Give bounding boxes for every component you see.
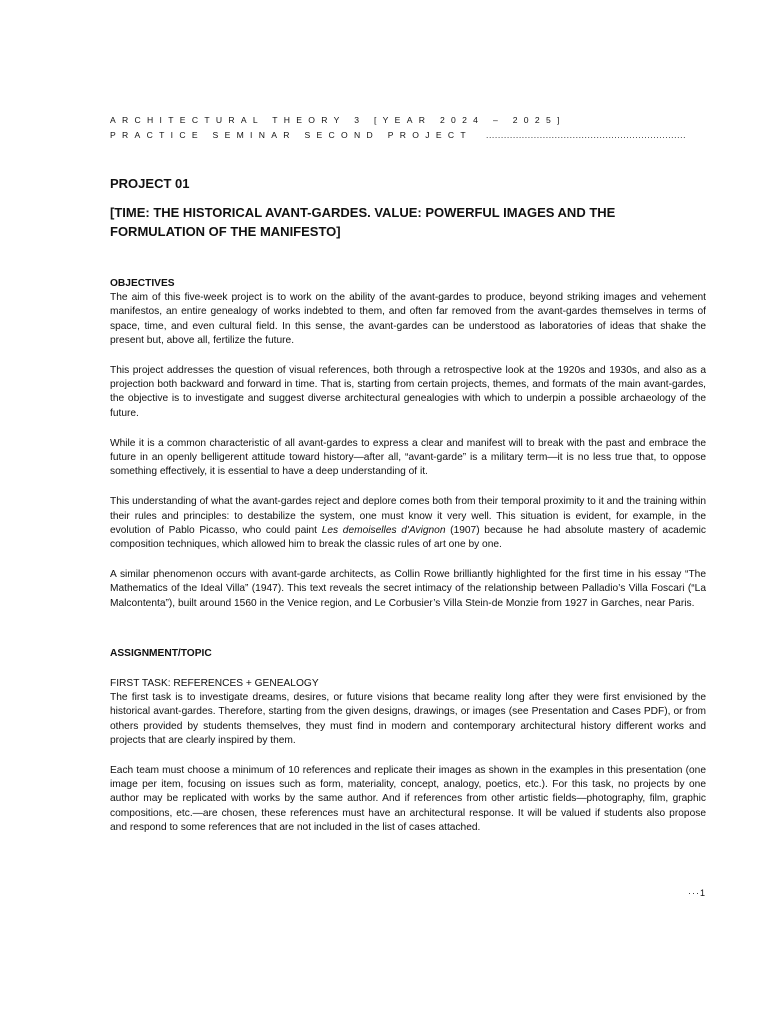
- assignment-paragraph-1: The first task is to investigate dreams, desires, or future visions that became reality long after they were first envisioned by the historical avant-gardes. Therefore, starting from the given designs, drawings, or images (see Presentation and Cases PDF), or from others provided by students themselves, they must find in modern and contemporary architectural history different works and projects that are clearly inspired by them.: [110, 692, 706, 746]
- document-header: [110, 113, 710, 143]
- assignment-heading: ASSIGNMENT/TOPIC: [110, 647, 212, 659]
- document-body: [110, 175, 706, 851]
- objectives-paragraph-3: While it is a common characteristic of all avant-gardes to express a clear and manifest will to break with the past and embrace the future in an openly belligerent attitude toward history—after all, “avant-garde” is a military term—it is no less true that, to oppose something effectively, it is essential to have a deep understanding of it.: [110, 437, 706, 478]
- course-title: ARCHITECTURAL THEORY 3 [YEAR 2024 – 2025]: [110, 115, 566, 125]
- paragraph-4-text-a: This understanding of what the avant-gardes reject and deplore comes both from their temporal proximity to it and the training within their rules and principles: to destabilize the system, one must know it very well. This situation is evident, for example, in the evolution of Pablo Picasso, who could paint: [110, 496, 706, 536]
- page-number: ···1: [688, 888, 706, 898]
- objectives-paragraph-2: This project addresses the question of visual references, both through a retrospective look at the 1920s and 1930s, and also as a projection both backward and forward in time. That is, starting from certain projects, themes, and formats of the main avant-gardes, the objective is to investigate and suggest diverse architectural genealogies with which to underpin a possible archaeology of the future.: [110, 365, 706, 419]
- assignment-paragraph-2: Each team must choose a minimum of 10 references and replicate their images as shown in the examples in this presentation (one image per item, focusing on issues such as form, materiality, concept, analogy, poetics, etc.). For this task, no projects by one author may be replicated with works by the same author. And if references from other artistic fields—photography, film, graphic compositions, etc.—are chosen, these references must have an architectural response. It will be valued if students also propose and respond to some references that are not included in the list of cases attached.: [110, 765, 706, 833]
- paragraph-4-text-b: (1907) because he had absolute mastery of academic composition techniques, which allowed him to break the classic rules of art one by one.: [110, 524, 707, 551]
- first-task-subheading: FIRST TASK: REFERENCES + GENEALOGY: [110, 678, 319, 690]
- seminar-line: [110, 128, 710, 143]
- objectives-paragraph-1: The aim of this five-week project is to work on the ability of the avant-gardes to produce, beyond striking images and vehement manifestos, an entire genealogy of works indebted to them, and often far removed from the avant-gardes themselves in terms of space, time, and even cultural field. In this sense, the avant-gardes can be understood as laboratories of ideas that shake the present but, above all, fertilize the future.: [110, 292, 706, 346]
- seminar-title: PRACTICE SEMINAR SECOND PROJECT: [110, 130, 472, 140]
- objectives-paragraph-4: [110, 495, 706, 552]
- project-label: PROJECT 01: [110, 176, 190, 191]
- painting-title: Les demoiselles d'Avignon: [321, 524, 446, 536]
- dotted-fill: ...................................................................: [485, 130, 687, 140]
- objectives-paragraph-5: A similar phenomenon occurs with avant-garde architects, as Collin Rowe brilliantly highlighted for the first time in his essay “The Mathematics of the Ideal Villa” (1947). This text reveals the secret intimacy of the relationship between Palladio’s Villa Foscari (“La Malcontenta”), built around 1560 in the Venice region, and Le Corbusier’s Villa Stein-de Monzie from 1927 in Garches, near Paris.: [110, 569, 706, 609]
- project-title: [TIME: THE HISTORICAL AVANT-GARDES. VALUE: POWERFUL IMAGES AND THE FORMULATION OF THE MANIFESTO]: [110, 205, 616, 239]
- objectives-heading: OBJECTIVES: [110, 278, 175, 289]
